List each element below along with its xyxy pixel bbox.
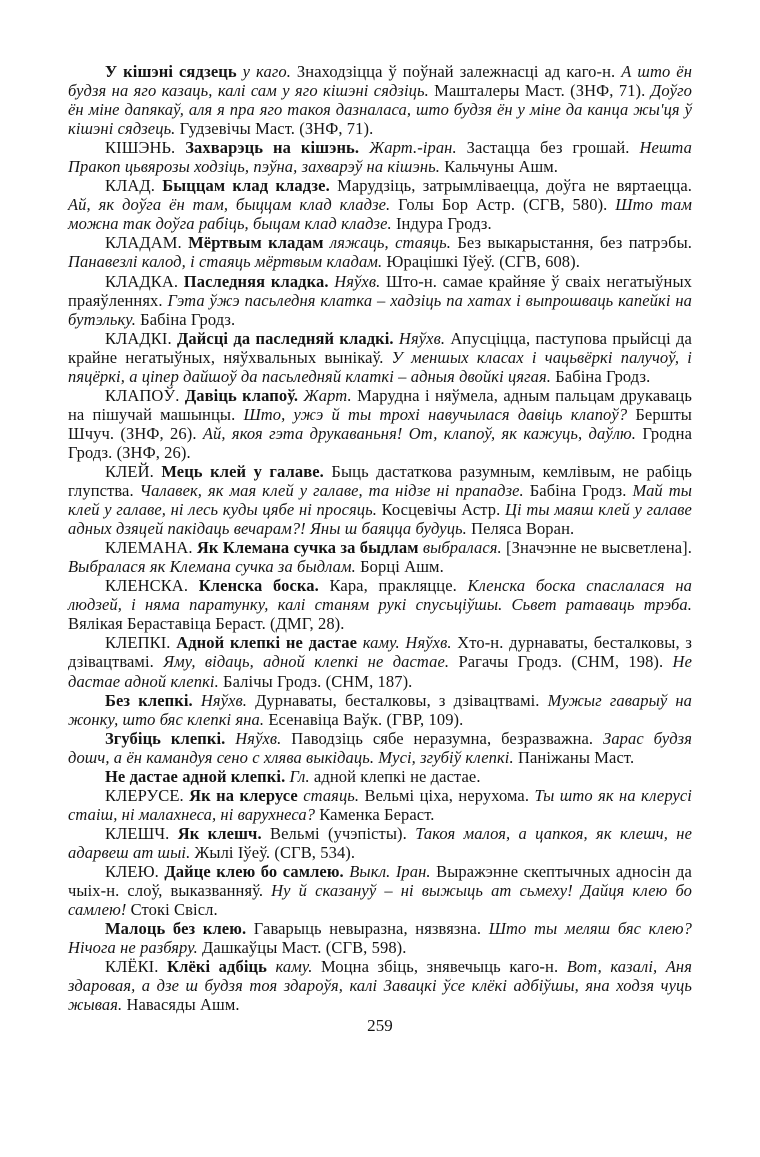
text-run: Гаварыць невыразна, нязвязна.	[246, 919, 489, 939]
text-run: У кішэні сядзець	[105, 62, 237, 81]
text-run: КІШЭНЬ.	[105, 138, 186, 158]
text-run: Апусціцца, паступова прыйсці да крайне негатыўных, няўхвальных вынікаў.	[68, 328, 692, 367]
text-run: Мужыг гаварыў на жонку, што бяс клепкі яна.	[68, 690, 692, 729]
dictionary-entry	[68, 329, 692, 386]
text-run: КЛЕНСКА.	[105, 576, 199, 596]
text-run: Балічы Гродз. (СНМ, 187).	[218, 671, 413, 691]
dictionary-entry	[68, 62, 692, 138]
text-run: Што-н. самае крайняе ў сваіх негатыўных праяўленнях.	[68, 271, 692, 310]
text-run: Чалавек, як мая клей у галаве, та нідзе ні прападзе.	[139, 481, 524, 501]
text-run: Доўго ён міне дапякаў, аля я пра яго такоя дазналаса, што будзя ён у міне да канца жы'ця ў кішэні сядзець.	[68, 81, 692, 139]
text-run: Няўхв.	[328, 271, 381, 291]
text-run: Гродна Гродз. (ЗНФ, 26).	[68, 423, 692, 462]
text-run: Вельмі ціха, нерухома.	[359, 785, 535, 805]
text-run: Няўхв.	[225, 728, 282, 748]
text-run: Бабіна Гродз.	[135, 309, 236, 329]
text-run: КЛЁКІ.	[105, 957, 168, 977]
text-run: КЛЕЙ.	[105, 461, 162, 481]
dictionary-entry	[68, 138, 692, 176]
text-run: Марудна і няўмела, адным пальцам друкаваць на пішучай машынцы.	[68, 385, 692, 424]
text-run: Машталеры Маст. (ЗНФ, 71).	[428, 81, 651, 101]
text-run: Ай, як доўга ён там, быццам клад кладзе.	[68, 195, 391, 215]
text-run: Паніжаны Маст.	[513, 747, 635, 767]
text-run: Ты што як на клерусі стаіш, ні малахнеса, ні варухнеса?	[68, 785, 692, 824]
text-run: Есенавіца Ваўк. (ГВР, 109).	[264, 709, 464, 729]
text-run: Застацца без грошай.	[456, 138, 640, 158]
text-run: Жарт.	[298, 385, 352, 405]
text-run: у каго.	[236, 62, 291, 81]
text-run: Марудзіць, затрымліваецца, доўга не вяртаецца.	[329, 176, 692, 196]
dictionary-entry	[68, 633, 692, 690]
text-run: Вот, казалі, Аня здаровая, а дзе ш будзя тоя здароўя, калі Завацкі ўсе клёкі адбіўшы, яна ходзя чуць жывая.	[68, 957, 692, 1015]
text-run: Ці ты маяш клей у галаве адных дзяцей пакідаць вечарам?! Яны ш баяцца будуць.	[68, 500, 692, 539]
text-run: каму. Няўхв.	[357, 633, 452, 653]
text-run: КЛАДКІ.	[105, 328, 177, 348]
dictionary-entry	[68, 233, 692, 271]
dictionary-entry	[68, 272, 692, 329]
text-run: Борці Ашм.	[355, 557, 444, 577]
text-run: каму.	[266, 957, 313, 977]
text-run: КЛЕРУСЕ.	[105, 785, 190, 805]
text-run: Каменка Бераст.	[315, 804, 435, 824]
dictionary-entry	[68, 462, 692, 538]
text-run: КЛАДКА.	[105, 271, 184, 291]
dictionary-entry	[68, 824, 692, 862]
text-run: Не дастае адной клепкі.	[68, 652, 692, 691]
text-run: Жылі Іўеў. (СГВ, 534).	[190, 842, 356, 862]
text-run: Рагачы Гродз. (СНМ, 198).	[449, 652, 673, 672]
text-run: Знаходзіцца ў поўнай залежнасці ад каго-н.	[290, 62, 622, 81]
text-run: КЛАД.	[105, 176, 163, 196]
text-run: Што, ужэ й ты трохі навучылася давіць клапоў?	[243, 404, 628, 424]
text-run: Няўхв.	[393, 328, 446, 348]
text-run: Навасяды Ашм.	[122, 995, 240, 1015]
text-run: Дурнаваты, бесталковы, з дзівацтвамі.	[246, 690, 548, 710]
text-run: адной клепкі не дастае.	[309, 766, 481, 786]
text-run: Пеляса Воран.	[466, 519, 575, 539]
text-run: Як клешч.	[177, 823, 262, 843]
text-run: Без клепкі.	[105, 690, 193, 710]
text-run: Выбралася як Клемана сучка за быдлам.	[68, 557, 356, 577]
dictionary-entry	[68, 538, 692, 576]
text-run: Ну й сказануў – ні выжыць ат сьмеху! Дайця клею бо самлею!	[68, 881, 692, 920]
dictionary-entry	[68, 786, 692, 824]
text-run: КЛЕПКІ.	[105, 633, 177, 653]
dictionary-entry	[68, 957, 692, 1014]
dictionary-entry	[68, 919, 692, 957]
text-run: Яму, відаць, адной клепкі не дастае.	[163, 652, 450, 672]
text-run: Хто-н. дурнаваты, бесталковы, з дзівацтвамі.	[68, 633, 692, 672]
text-run: Дашкаўцы Маст. (СГВ, 598).	[197, 938, 407, 958]
text-run: Голы Бор Астр. (СГВ, 580).	[390, 195, 616, 215]
text-run: Жарт.-іран.	[359, 138, 457, 158]
text-run: Май ты клей у галаве, ні лесь куды цябе ні просяць.	[68, 481, 693, 520]
text-run: Вельмі (учэпісты).	[261, 823, 416, 843]
text-run: Малоць без клею.	[105, 919, 247, 939]
text-run: [Значэнне не высветлена].	[501, 538, 693, 558]
text-run: Гэта ўжэ пасьледня клатка – хадзіць па хатах і выпрошваць капейкі на бутэльку.	[68, 290, 692, 329]
text-run: Што там можна так доўга рабіць, быцам клад кладзе.	[68, 195, 693, 234]
text-run: Індура Гродз.	[391, 214, 492, 234]
text-run: Без выкарыстання, без патрэбы.	[451, 233, 692, 253]
text-run: Мець клей у галаве.	[161, 461, 324, 481]
text-run: Згубіць клепкі.	[105, 728, 226, 748]
text-run: Кара, пракляцце.	[318, 576, 468, 596]
text-run: Зарас будзя дошч, а ён камандуя сено с хлява выкідаць. Мусі, згубіў клепкі.	[68, 728, 692, 767]
dictionary-entry	[68, 576, 692, 633]
dictionary-page-text	[68, 62, 692, 1035]
page-number: 259	[367, 1016, 393, 1036]
text-run: Выкл. Іран.	[343, 861, 431, 881]
text-run: Дайце клею бо самлею.	[164, 861, 344, 881]
text-run: Адной клепкі не дастае	[176, 633, 358, 653]
text-run: Як на клерусе	[189, 785, 298, 805]
text-run: Бершты Шчуч. (ЗНФ, 26).	[68, 404, 692, 443]
text-run: Гудзевічы Маст. (ЗНФ, 71).	[175, 119, 374, 139]
text-run: ляжаць, стаяць.	[323, 233, 452, 253]
text-run: Гл.	[285, 766, 310, 786]
text-run: Як Клемана сучка за быдлам	[196, 538, 419, 558]
text-run: КЛЕШЧ.	[105, 823, 178, 843]
text-run: А што ён будзя на яго казаць, калі сам у яго кішэні сядзіць.	[68, 62, 692, 101]
text-run: Нешта Пракоп цьвярозы ходзіць, пэўна, захварэў на кішэнь.	[68, 138, 692, 177]
text-run: Дайсці да паследняй кладкі.	[176, 328, 394, 348]
text-run: КЛАДАМ.	[105, 233, 189, 253]
text-run: Кленска боска спаслалася на людзей, і няма паратунку, калі станям рукі спусьціўшы. Сьвет ратаваць трэба.	[68, 576, 692, 615]
text-run: Косцевічы Астр.	[376, 500, 506, 520]
text-run: Захварэць на кішэнь.	[185, 138, 360, 158]
text-run: Бабіна Гродз.	[551, 366, 651, 386]
dictionary-entry	[68, 176, 692, 233]
dictionary-entry	[68, 767, 692, 786]
text-run: Панавезлі калод, і стаяць мёртвым кладам.	[68, 252, 383, 272]
text-run: Стокі Свісл.	[126, 900, 218, 920]
text-run: Ай, якоя гэта друкаваньня! От, клапоў, як кажуць, даўлю.	[202, 423, 637, 443]
text-run: Быць дастаткова разумным, кемлівым, не рабіць глупства.	[68, 461, 693, 501]
text-run: Паводзіць сябе неразумна, безразважна.	[281, 728, 604, 748]
text-run: Мёртвым кладам	[188, 233, 324, 253]
text-run: Бабіна Гродз.	[523, 481, 633, 501]
dictionary-entry	[68, 729, 692, 767]
text-run: КЛЕЮ.	[105, 861, 165, 881]
dictionary-entry	[68, 862, 692, 919]
text-run: У меншых класах і чацьвёркі палучоў, і пяцёркі, а ціпер дайшоў да пасьледняй клаткі – адныя двойкі цягая.	[68, 347, 692, 386]
text-run: Што ты меляш бяс клею? Нічога не разбяру.	[68, 919, 692, 958]
text-run: Паследняя кладка.	[183, 271, 329, 291]
text-run: Быццам клад кладзе.	[162, 176, 330, 196]
text-run: Давіць клапоў.	[184, 385, 299, 405]
text-run: Моцна збіць, знявечыць каго-н.	[312, 957, 567, 977]
text-run: Выражэнне скептычных адносін да чыіх-н. слоў, выказванняў.	[68, 861, 692, 901]
text-run: Кальчуны Ашм.	[439, 157, 559, 177]
text-run: Клёкі адбіць	[167, 957, 267, 977]
text-run: Такоя малоя, а цапкоя, як клешч, не адарвеш ат шыі.	[68, 823, 692, 862]
text-run: КЛАПОЎ.	[105, 385, 185, 405]
text-run: КЛЕМАНА.	[105, 538, 197, 558]
text-run: Вялікая Бераставіца Бераст. (ДМГ, 28).	[68, 614, 345, 634]
dictionary-entry	[68, 386, 692, 462]
text-run: Не дастае адной клепкі.	[105, 766, 286, 786]
text-run: стаяць.	[297, 785, 360, 805]
dictionary-entry	[68, 691, 692, 729]
text-run: Няўхв.	[192, 690, 247, 710]
text-run: выбралася.	[418, 538, 502, 558]
text-run: Юрацішкі Іўеў. (СГВ, 608).	[382, 252, 580, 272]
text-run: Кленска боска.	[198, 576, 319, 596]
